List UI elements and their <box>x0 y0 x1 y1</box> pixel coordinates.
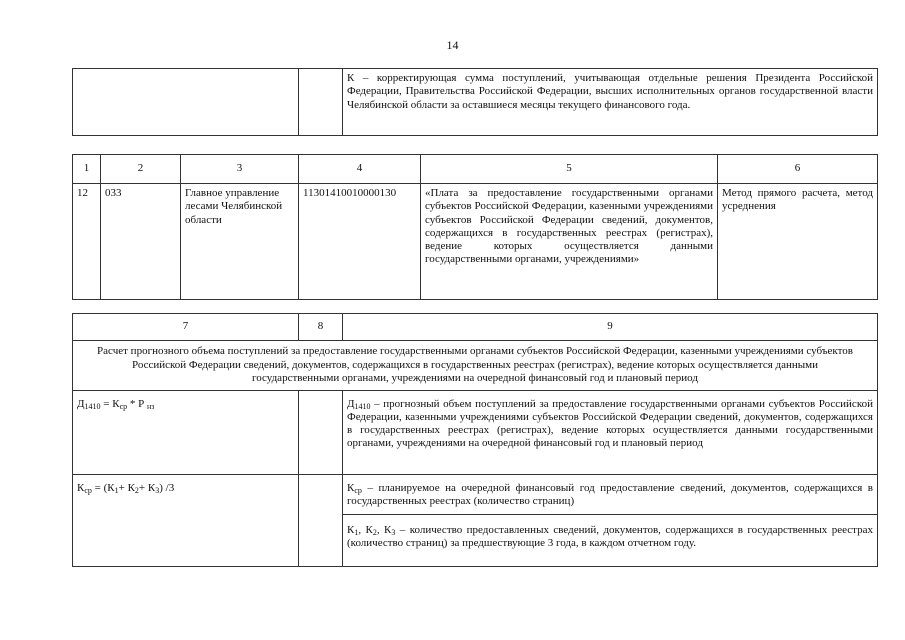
header-cell: 2 <box>101 155 181 184</box>
revenue-source-table <box>72 154 878 300</box>
admin-code: 033 <box>101 184 181 300</box>
administrator-name: Главное управление лесами Челябинской области <box>181 184 299 300</box>
calculation-table <box>72 313 878 567</box>
header-cell: 3 <box>181 155 299 184</box>
table-row <box>73 184 878 300</box>
header-cell: 5 <box>421 155 718 184</box>
table-row <box>73 474 878 514</box>
calc-method: Метод прямого расчета, метод усреднения <box>718 184 878 300</box>
header-cell: 8 <box>299 314 343 341</box>
calc-title: Расчет прогнозного объема поступлений за предоставление государственными органами субъектов Российской Федерации, казенными учреждениями субъектов Российской Федерации сведений, документов, содержащихся в государственных реестрах (регистрах), ведение которых осуществляется данными государственными органами, учреждениями на очередной финансовый год и плановый период <box>73 341 878 391</box>
header-cell: 1 <box>73 155 101 184</box>
k-description: К – корректирующая сумма поступлений, учитывающая отдельные решения Президента Российской Федерации, Правительства Российской Федерации, высших исполнительных органов государственной власти Челябинской области за оставшиеся месяцы текущего финансового года. <box>343 69 878 136</box>
forecast-description: $Д_{1410}$ – прогнозный объем поступлений за предоставление государственными органами субъектов Российской Федерации, казенными учреждениями субъектов Российской Федерации сведений, документов, содержащихся в государственных реестрах (регистрах), ведение которых осуществляется данными государственными органами, учреждениями на очередной финансовый год и плановый период <box>343 390 878 474</box>
planned-description: $К_{ср}$ – планируемое на очередной финансовый год предоставление сведений, документов, содержащихся в государственных реестрах (количество страниц) <box>343 474 878 514</box>
header-cell: 4 <box>299 155 421 184</box>
empty-cell <box>299 69 343 136</box>
empty-cell <box>73 69 299 136</box>
table-row <box>73 341 878 391</box>
header-cell: 9 <box>343 314 878 341</box>
empty-cell <box>299 474 343 566</box>
header-row <box>73 314 878 341</box>
revenue-name: «Плата за предоставление государственными органами субъектов Российской Федерации, казенными учреждениями субъектов Российской Федерации сведений, документов, содержащихся в государственных реестрах (регистрах), ведение которых осуществляется данными государственными органами, учреждениями» <box>421 184 718 300</box>
page-number: 14 <box>446 38 459 52</box>
header-cell: 7 <box>73 314 299 341</box>
formula-forecast: $Д_{1410} = К_{ср} * Р$ $_{нз}$ <box>73 390 299 474</box>
table-row <box>73 69 878 136</box>
header-row <box>73 155 878 184</box>
table-row <box>73 390 878 474</box>
kbk-code: 11301410010000130 <box>299 184 421 300</box>
row-number: 12 <box>73 184 101 300</box>
continuation-table <box>72 68 878 136</box>
formula-average: $К_{ср} = (К_1+ К_2+ К_3)$ /3 <box>73 474 299 566</box>
empty-cell <box>299 390 343 474</box>
history-description: $К_1$, $К_2$, $К_3$ – количество предоставленных сведений, документов, содержащихся в государственных реестрах (количество страниц) за предшествующие 3 года, в каждом отчетном году. <box>343 514 878 566</box>
header-cell: 6 <box>718 155 878 184</box>
